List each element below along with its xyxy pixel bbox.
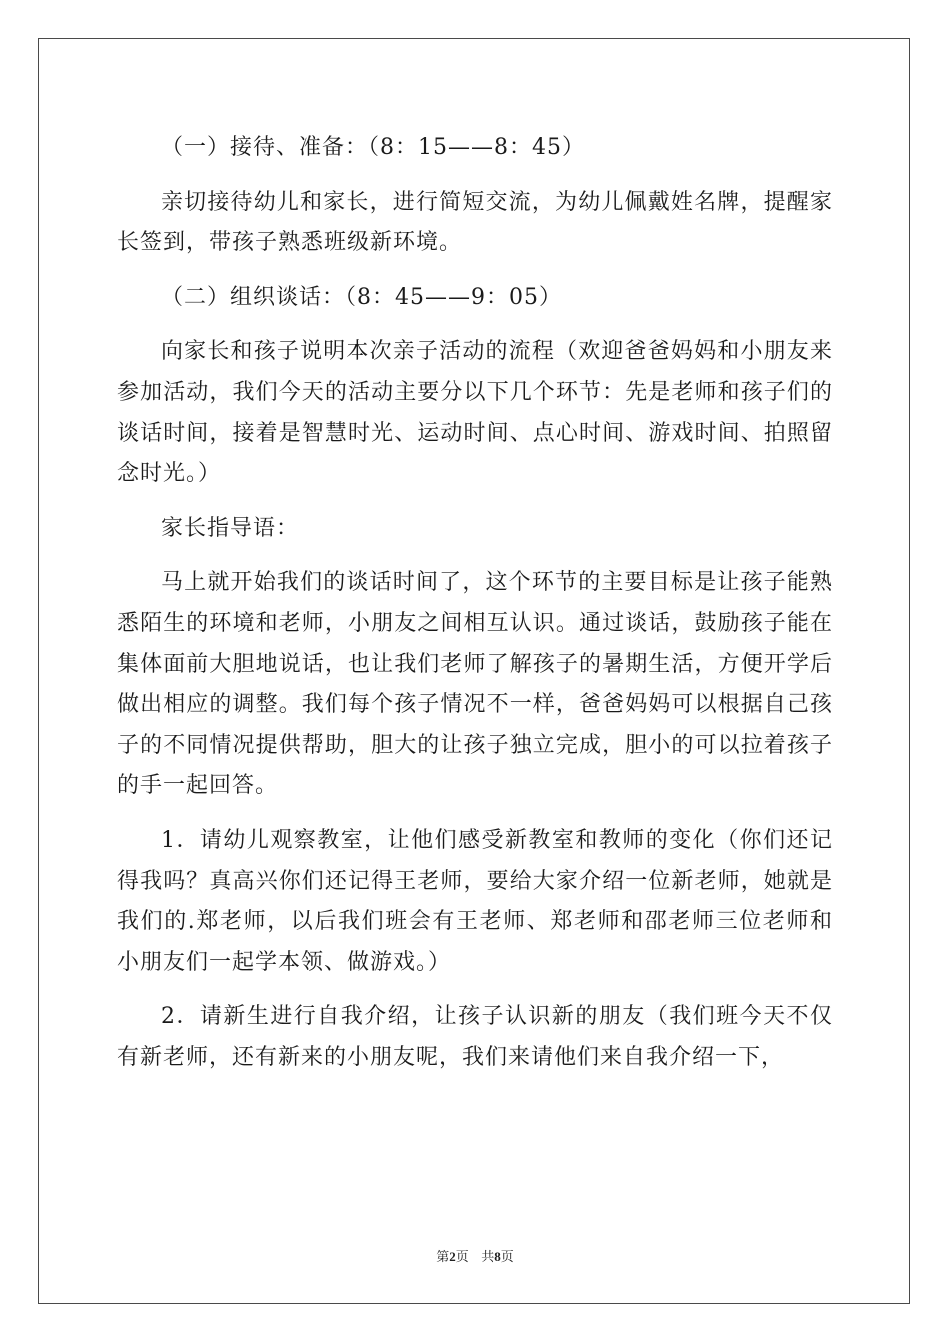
footer-total-prefix: 共 bbox=[481, 1250, 495, 1265]
footer-total-suffix: 页 bbox=[500, 1250, 514, 1265]
list-item: 1．请幼儿观察教室，让他们感受新教室和教师的变化（你们还记得我吗？真高兴你们还记得王老师，要给大家介绍一位新老师，她就是我们的.郑老师，以后我们班会有王老师、郑老师和邵老师三位老师和小朋友们一起学本领、做游戏。） bbox=[117, 827, 833, 975]
list-item: 2．请新生进行自我介绍，让孩子认识新的朋友（我们班今天不仅有新老师，还有新来的小朋友呢，我们来请他们来自我介绍一下， bbox=[117, 1004, 833, 1070]
current-page-number: 2 bbox=[449, 1249, 456, 1264]
paragraph: 亲切接待幼儿和家长，进行简短交流，为幼儿佩戴姓名牌，提醒家长签到，带孩子熟悉班级新环境。 bbox=[117, 189, 833, 256]
paragraph: 马上就开始我们的谈话时间了，这个环节的主要目标是让孩子能熟悉陌生的环境和老师，小朋友之间相互认识。通过谈话，鼓励孩子能在集体面前大胆地说话，也让我们老师了解孩子的暑期生活，方便开学后做出相应的调整。我们每个孩子情况不一样，爸爸妈妈可以根据自己孩子的不同情况提供帮助，胆大的让孩子独立完成，胆小的可以拉着孩子的手一起回答。 bbox=[117, 570, 833, 799]
footer-prefix: 第 bbox=[436, 1250, 450, 1265]
section-heading-talk: （二）组织谈话：（8：45——9：05） bbox=[161, 284, 562, 310]
document-body bbox=[117, 128, 833, 1078]
paragraph: 向家长和孩子说明本次亲子活动的流程（欢迎爸爸妈妈和小朋友来参加活动，我们今天的活动主要分以下几个环节：先是老师和孩子们的谈话时间，接着是智慧时光、运动时间、点心时间、游戏时间、拍照留念时光。） bbox=[117, 339, 833, 487]
total-page-number: 8 bbox=[494, 1249, 501, 1264]
section-heading-reception: （一）接待、准备：（8：15——8：45） bbox=[161, 135, 585, 160]
footer-page-suffix: 页 bbox=[455, 1250, 469, 1265]
parent-guide-heading: 家长指导语： bbox=[161, 515, 300, 541]
page-footer bbox=[0, 1246, 950, 1265]
